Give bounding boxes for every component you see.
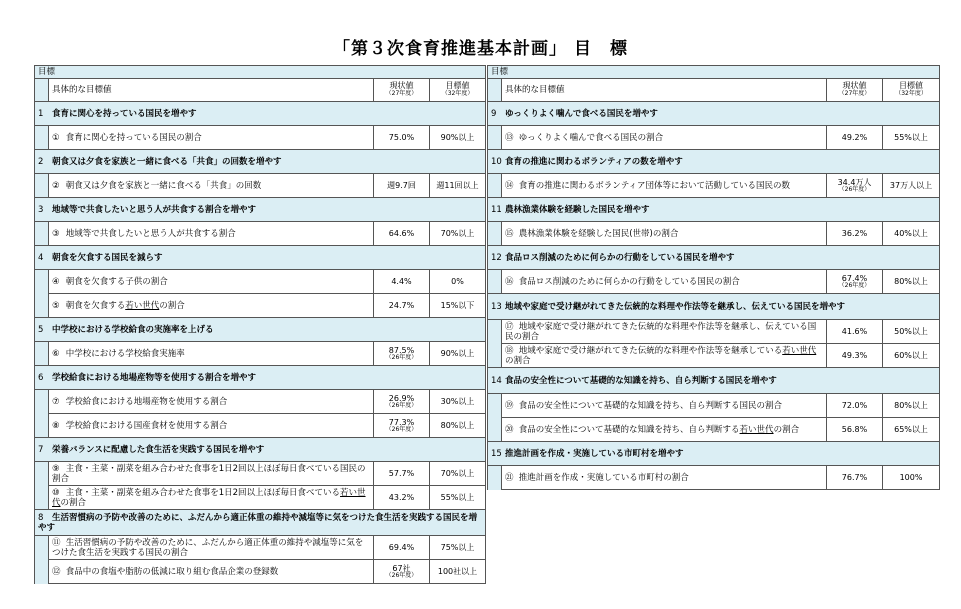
indicator-text-main: 食品の安全性について基礎的な知識を持ち、自ら判断する	[518, 424, 740, 435]
target-value	[430, 414, 486, 438]
indent-cell	[35, 560, 49, 584]
header-objective	[488, 66, 940, 79]
current-value-text: 67社	[392, 563, 411, 573]
indicator-text-main: 食育の推進に関わるボランティア団体等において活動している国民の数	[518, 180, 791, 191]
indicator-text-main: 朝食又は夕食を家族と一緒に食べる「共食」の回数	[65, 180, 262, 191]
indicator-text-main: 食育に関心を持っている国民の割合	[65, 132, 202, 143]
target-value	[430, 174, 486, 198]
header-current	[374, 79, 430, 102]
indicator-row	[488, 418, 940, 442]
indicator-row	[35, 174, 486, 198]
indicator-number: ⑰	[505, 321, 514, 332]
current-value-text: 24.7%	[388, 300, 415, 310]
current-value-text: 4.4%	[391, 276, 412, 286]
header-objective	[35, 66, 486, 79]
category-title	[488, 294, 940, 320]
category-title	[35, 198, 486, 222]
current-value	[827, 270, 883, 294]
current-value-text: 49.2%	[841, 132, 868, 142]
indicator-number: ⑩	[52, 487, 60, 498]
current-value	[374, 462, 430, 486]
current-value-text: 49.3%	[841, 350, 868, 360]
goals-table-left	[34, 65, 486, 584]
indicator-text	[502, 174, 827, 198]
category-row	[488, 102, 940, 126]
current-value	[827, 126, 883, 150]
category-number: 9	[491, 108, 497, 119]
category-row	[35, 366, 486, 390]
target-value	[430, 294, 486, 318]
category-title	[35, 150, 486, 174]
header-target-label: 目標値	[899, 81, 923, 91]
target-value-text: 50%以上	[894, 326, 928, 336]
indicator-text-main: 学校給食における地場産物を使用する割合	[65, 396, 228, 407]
header-columns-row	[35, 79, 486, 102]
indicator-text-main: 食品ロス削減のために何らかの行動をしている国民の割合	[518, 276, 740, 287]
target-value-text: 65%以上	[894, 424, 928, 434]
indicator-text	[49, 536, 374, 560]
indent-cell	[35, 126, 49, 150]
target-value	[430, 486, 486, 510]
category-title	[488, 246, 940, 270]
current-value-text: 87.5%	[388, 345, 415, 355]
indicator-text	[49, 126, 374, 150]
header-target	[430, 79, 486, 102]
current-value-text: 72.0%	[841, 400, 868, 410]
indicator-text	[49, 174, 374, 198]
target-value	[430, 126, 486, 150]
indent-cell	[488, 466, 502, 490]
current-value	[827, 394, 883, 418]
indicator-text-main: 推進計画を作成・実施している市町村の割合	[518, 472, 689, 483]
category-title	[488, 368, 940, 394]
current-value	[827, 466, 883, 490]
indicator-text-main: ゆっくりよく噛んで食べる国民の割合	[518, 132, 664, 143]
current-value-text: 41.6%	[841, 326, 868, 336]
indicator-text-main: 生活習慣病の予防や改善のために、ふだんから適正体重の維持や減塩等に気をつけた食生活を実践する国民の割合	[52, 537, 364, 558]
header-indicator	[49, 79, 374, 102]
category-number: 15	[491, 448, 502, 459]
header-columns-row	[488, 79, 940, 102]
category-row	[488, 198, 940, 222]
category-row	[488, 442, 940, 466]
indicator-text	[49, 342, 374, 366]
target-value-text: 80%以上	[894, 276, 928, 286]
indicator-row	[35, 294, 486, 318]
current-value-text: 57.7%	[388, 468, 415, 478]
header-indicator-label: 具体的な目標値	[52, 85, 112, 96]
target-value	[430, 560, 486, 584]
header-objective-label: 目標	[491, 67, 509, 77]
header-current-label: 現状値	[842, 81, 867, 91]
indicator-number: ⑨	[52, 463, 60, 474]
indent-cell	[35, 79, 49, 102]
category-number: 7	[38, 444, 44, 455]
indicator-number: ⑤	[52, 300, 60, 311]
indicator-number: ③	[52, 228, 60, 239]
indicator-text-after: の割合	[505, 355, 531, 366]
target-value	[883, 344, 940, 368]
indicator-text-main: 地域や家庭で受け継がれてきた伝統的な料理や作法等を継承し、伝えている国民の割合	[505, 321, 817, 342]
current-value-text: 67.4%	[841, 273, 868, 283]
current-value-text: 64.6%	[388, 228, 415, 238]
indicator-text	[49, 222, 374, 246]
category-number: 10	[491, 156, 502, 167]
current-value-text: 43.2%	[388, 492, 415, 502]
current-value-year: （26年度）	[838, 186, 871, 194]
indicator-text-main: 学校給食における国産食材を使用する割合	[65, 420, 228, 431]
indent-cell	[488, 270, 502, 294]
indicator-row	[35, 126, 486, 150]
indicator-number: ⑲	[505, 400, 514, 411]
target-value-text: 55%以上	[894, 132, 928, 142]
header-objective-label: 目標	[38, 67, 56, 77]
header-target	[883, 79, 940, 102]
current-value	[827, 418, 883, 442]
indicator-text-main: 中学校における学校給食実施率	[65, 348, 185, 359]
header-objective-row	[35, 66, 486, 79]
header-current-label: 現状値	[389, 81, 414, 91]
category-number: 12	[491, 252, 502, 263]
indicator-text-main: 主食・主菜・副菜を組み合わせた食事を1日2回以上ほぼ毎日食べている	[65, 487, 341, 498]
indicator-row	[488, 174, 940, 198]
indent-cell	[35, 462, 49, 486]
target-value	[430, 222, 486, 246]
category-title-text: 食育の推進に関わるボランティアの数を増やす	[504, 156, 683, 167]
indent-cell	[35, 390, 49, 414]
current-value-text: 56.8%	[841, 424, 868, 434]
target-value	[883, 466, 940, 490]
indicator-text	[502, 320, 827, 344]
target-value-text: 90%以上	[440, 348, 475, 358]
indicator-text	[49, 294, 374, 318]
indicator-text-after: の割合	[773, 424, 800, 435]
category-row	[35, 150, 486, 174]
indicator-text	[502, 466, 827, 490]
current-value	[374, 174, 430, 198]
category-number: 3	[38, 204, 44, 215]
indicator-row	[488, 466, 940, 490]
header-indicator	[502, 79, 827, 102]
indicator-number: ⑪	[52, 537, 61, 548]
indicator-text	[502, 344, 827, 368]
current-value	[374, 560, 430, 584]
target-value-text: 37万人以上	[889, 180, 933, 190]
current-value-text: 76.7%	[841, 472, 868, 482]
indicator-number: ①	[52, 132, 60, 143]
indicator-number: ⑯	[505, 276, 514, 287]
indicator-text	[49, 390, 374, 414]
header-current-sub: （27年度）	[838, 90, 871, 98]
current-value	[374, 390, 430, 414]
indicator-row	[488, 222, 940, 246]
indicator-row	[35, 342, 486, 366]
indicator-text-underlined: 若い世代	[125, 300, 160, 311]
category-title-text: 地域等で共食したいと思う人が共食する割合を増やす	[51, 204, 256, 215]
category-row	[35, 102, 486, 126]
category-title	[488, 442, 940, 466]
current-value-year: （26年度）	[385, 426, 418, 434]
indent-cell	[488, 126, 502, 150]
indicator-text-main: 朝食を欠食する	[65, 300, 126, 311]
current-value-text: 69.4%	[388, 542, 415, 552]
indent-cell	[488, 344, 502, 368]
indicator-text-main: 地域や家庭で受け継がれてきた伝統的な料理や作法等を継承している	[518, 345, 783, 356]
category-title-text: ゆっくりよく噛んで食べる国民を増やす	[504, 108, 658, 119]
current-value	[374, 342, 430, 366]
indicator-text-main: 朝食を欠食する子供の割合	[65, 276, 168, 287]
category-row	[35, 438, 486, 462]
indicator-text-underlined: 若い世代	[739, 424, 774, 435]
indent-cell	[488, 394, 502, 418]
header-indicator-label: 具体的な目標値	[505, 85, 565, 96]
indicator-row	[35, 536, 486, 560]
indicator-row	[488, 270, 940, 294]
target-value	[883, 174, 940, 198]
indicator-row	[35, 222, 486, 246]
category-row	[488, 246, 940, 270]
category-title-text: 推進計画を作成・実施している市町村を増やす	[504, 448, 684, 459]
target-value-text: 30%以上	[440, 396, 475, 406]
category-number: 5	[38, 324, 44, 335]
indicator-number: ⑦	[52, 396, 60, 407]
category-row	[35, 510, 486, 536]
target-value-text: 70%以上	[440, 468, 475, 478]
indicator-text-main: 食品の安全性について基礎的な知識を持ち、自ら判断する国民の割合	[518, 400, 783, 411]
current-value-text: 34.4万人	[837, 177, 872, 187]
current-value	[827, 174, 883, 198]
category-title	[35, 510, 486, 536]
target-value	[883, 126, 940, 150]
indicator-text	[502, 270, 827, 294]
header-target-sub: （32年度）	[441, 90, 474, 98]
indicator-row	[35, 560, 486, 584]
target-value	[430, 270, 486, 294]
category-title-text: 中学校における学校給食の実施率を上げる	[51, 324, 214, 335]
indicator-text	[49, 414, 374, 438]
indicator-text	[502, 394, 827, 418]
indicator-text	[502, 222, 827, 246]
indicator-number: ⑬	[505, 132, 514, 143]
indicator-text-underlined: 若い世代	[782, 345, 817, 356]
indicator-row	[488, 394, 940, 418]
category-title	[35, 318, 486, 342]
category-title-text: 朝食又は夕食を家族と一緒に食べる「共食」の回数を増やす	[51, 156, 282, 167]
indicator-text-after: の割合	[159, 300, 185, 311]
indicator-text	[49, 462, 374, 486]
indicator-number: ⑫	[52, 566, 61, 577]
category-row	[35, 246, 486, 270]
category-number: 13	[491, 301, 502, 312]
indicator-number: ⑳	[505, 424, 514, 435]
indicator-row	[488, 320, 940, 344]
indicator-text	[49, 270, 374, 294]
indent-cell	[35, 270, 49, 294]
category-row	[35, 198, 486, 222]
indent-cell	[35, 174, 49, 198]
category-row	[488, 368, 940, 394]
header-current	[827, 79, 883, 102]
target-value	[883, 320, 940, 344]
indicator-number: ⑧	[52, 420, 60, 431]
target-value-text: 15%以下	[440, 300, 475, 310]
indicator-text-main: 農林漁業体験を経験した国民(世帯)の割合	[518, 228, 679, 239]
category-title	[35, 246, 486, 270]
current-value	[827, 344, 883, 368]
indent-cell	[488, 174, 502, 198]
current-value-year: （26年度）	[385, 572, 418, 580]
category-row	[488, 294, 940, 320]
category-title-text: 食育に関心を持っている国民を増やす	[51, 108, 197, 119]
current-value-year: （26年度）	[385, 402, 418, 410]
indent-cell	[488, 222, 502, 246]
target-value-text: 55%以上	[440, 492, 475, 502]
target-value-text: 90%以上	[440, 132, 475, 142]
target-value	[430, 462, 486, 486]
indent-cell	[35, 536, 49, 560]
target-value	[883, 222, 940, 246]
category-number: 8	[38, 512, 44, 523]
target-value-text: 40%以上	[894, 228, 928, 238]
current-value-text: 26.9%	[388, 393, 415, 403]
category-title-text: 食品ロス削減のために何らかの行動をしている国民を増やす	[504, 252, 735, 263]
target-value-text: 70%以上	[440, 228, 475, 238]
indicator-text-underlined: 若い世代	[52, 487, 366, 508]
indicator-number: ⑥	[52, 348, 60, 359]
current-value	[374, 536, 430, 560]
current-value-text: 週9.7回	[387, 180, 416, 190]
category-title	[488, 198, 940, 222]
target-value	[430, 390, 486, 414]
category-number: 2	[38, 156, 44, 167]
category-title-text: 農林漁業体験を経験した国民を増やす	[504, 204, 650, 215]
current-value	[374, 222, 430, 246]
indicator-text	[502, 418, 827, 442]
category-title-text: 食品の安全性について基礎的な知識を持ち、自ら判断する国民を増やす	[504, 375, 777, 386]
target-value	[430, 536, 486, 560]
header-target-sub: （32年度）	[895, 90, 927, 98]
indicator-row	[35, 462, 486, 486]
header-current-sub: （27年度）	[385, 90, 418, 98]
indent-cell	[35, 414, 49, 438]
target-value-text: 60%以上	[894, 350, 928, 360]
indicator-number: ④	[52, 276, 60, 287]
current-value	[827, 222, 883, 246]
indicator-text-main: 地域等で共食したいと思う人が共食する割合	[65, 228, 236, 239]
indicator-text-after: の割合	[60, 497, 87, 508]
target-value-text: 80%以上	[440, 420, 475, 430]
indicator-text-main: 主食・主菜・副菜を組み合わせた食事を1日2回以上ほぼ毎日食べている国民の割合	[52, 463, 366, 484]
indent-cell	[35, 222, 49, 246]
category-title	[488, 150, 940, 174]
category-title-text: 学校給食における地場産物等を使用する割合を増やす	[51, 372, 256, 383]
category-title	[35, 102, 486, 126]
category-number: 6	[38, 372, 44, 383]
indicator-text	[49, 560, 374, 584]
indicator-text	[502, 126, 827, 150]
indicator-row	[488, 344, 940, 368]
category-title-text: 栄養バランスに配慮した食生活を実践する国民を増やす	[51, 444, 265, 455]
current-value-year: （26年度）	[385, 354, 418, 362]
indent-cell	[488, 418, 502, 442]
target-value-text: 週11回以上	[436, 180, 479, 190]
page-title: 「第３次食育推進基本計画」 目 標	[333, 39, 628, 59]
indent-cell	[488, 320, 502, 344]
category-title	[488, 102, 940, 126]
indent-cell	[488, 79, 502, 102]
target-value	[883, 270, 940, 294]
target-value	[430, 342, 486, 366]
indicator-row	[35, 486, 486, 510]
current-value	[374, 414, 430, 438]
target-value-text: 75%以上	[440, 542, 475, 552]
category-title-text: 朝食を欠食する国民を減らす	[51, 252, 163, 263]
current-value-year: （26年度）	[838, 282, 871, 290]
target-value-text: 100%	[899, 472, 923, 482]
indicator-number: ⑭	[505, 180, 514, 191]
current-value	[374, 486, 430, 510]
category-number: 14	[491, 375, 502, 386]
target-value-text: 100社以上	[437, 566, 478, 576]
indicator-number: ㉑	[505, 472, 514, 483]
current-value	[374, 294, 430, 318]
indicator-row	[35, 414, 486, 438]
indicator-text-main: 食品中の食塩や脂肪の低減に取り組む食品企業の登録数	[65, 566, 279, 577]
current-value-text: 75.0%	[388, 132, 415, 142]
indicator-row	[35, 390, 486, 414]
category-title	[35, 438, 486, 462]
target-value	[883, 418, 940, 442]
header-objective-row	[488, 66, 940, 79]
indicator-number: ⑮	[505, 228, 514, 239]
current-value-text: 36.2%	[841, 228, 868, 238]
category-number: 4	[38, 252, 44, 263]
current-value	[374, 270, 430, 294]
goals-table-right	[487, 65, 940, 490]
indicator-text	[49, 486, 374, 510]
current-value	[374, 126, 430, 150]
category-title-text: 地域や家庭で受け継がれてきた伝統的な料理や作法等を継承し、伝えている国民を増やす	[504, 301, 845, 312]
indicator-row	[488, 126, 940, 150]
target-value	[883, 394, 940, 418]
header-target-label: 目標値	[445, 81, 470, 91]
target-value-text: 0%	[451, 276, 464, 286]
indicator-number: ⑱	[505, 345, 514, 356]
current-value	[827, 320, 883, 344]
category-number: 1	[38, 108, 44, 119]
indent-cell	[35, 486, 49, 510]
indent-cell	[35, 294, 49, 318]
target-value-text: 80%以上	[894, 400, 928, 410]
category-row	[488, 150, 940, 174]
category-number: 11	[491, 204, 502, 215]
current-value-text: 77.3%	[388, 417, 415, 427]
indent-cell	[35, 342, 49, 366]
category-title	[35, 366, 486, 390]
category-title-text: 生活習慣病の予防や改善のために、ふだんから適正体重の維持や減塩等に気をつけた食生活を実践する国民を増やす	[38, 512, 477, 533]
category-row	[35, 318, 486, 342]
indicator-number: ②	[52, 180, 60, 191]
indicator-row	[35, 270, 486, 294]
